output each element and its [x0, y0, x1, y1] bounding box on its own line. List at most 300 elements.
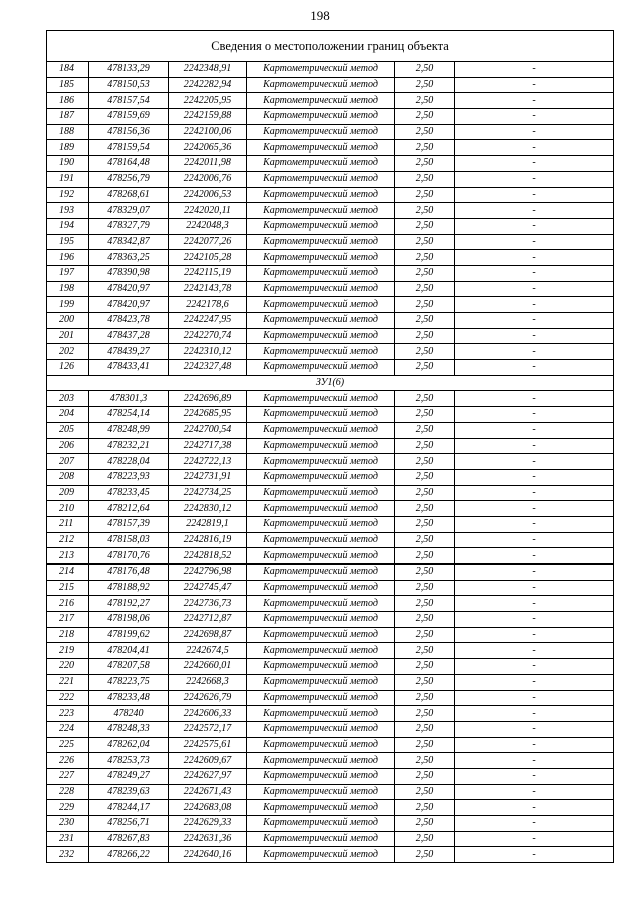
y-coordinate: 2242660,01 — [169, 659, 247, 675]
accuracy-cell: 2,50 — [395, 438, 455, 454]
description-cell: - — [455, 674, 614, 690]
y-coordinate: 2242722,13 — [169, 454, 247, 470]
table-row — [47, 438, 614, 454]
y-coordinate: 2242819,1 — [169, 516, 247, 532]
description-cell: - — [455, 62, 614, 78]
y-coordinate: 2242731,91 — [169, 469, 247, 485]
accuracy-cell: 2,50 — [395, 407, 455, 423]
description-cell: - — [455, 485, 614, 501]
accuracy-cell: 2,50 — [395, 643, 455, 659]
y-coordinate: 2242674,5 — [169, 643, 247, 659]
table-row — [47, 768, 614, 784]
description-cell: - — [455, 328, 614, 344]
table-row — [47, 234, 614, 250]
accuracy-cell: 2,50 — [395, 454, 455, 470]
x-coordinate: 478159,54 — [89, 140, 169, 156]
y-coordinate: 2242575,61 — [169, 737, 247, 753]
x-coordinate: 478176,48 — [89, 564, 169, 580]
method-cell: Картометрический метод — [247, 344, 395, 360]
table-row — [47, 407, 614, 423]
table-row — [47, 391, 614, 407]
point-number: 227 — [47, 768, 89, 784]
description-cell: - — [455, 391, 614, 407]
y-coordinate: 2242683,08 — [169, 800, 247, 816]
method-cell: Картометрический метод — [247, 800, 395, 816]
accuracy-cell: 2,50 — [395, 690, 455, 706]
x-coordinate: 478268,61 — [89, 187, 169, 203]
y-coordinate: 2242327,48 — [169, 360, 247, 376]
y-coordinate: 2242745,47 — [169, 580, 247, 596]
x-coordinate: 478164,48 — [89, 156, 169, 172]
x-coordinate: 478363,25 — [89, 250, 169, 266]
description-cell: - — [455, 454, 614, 470]
accuracy-cell: 2,50 — [395, 328, 455, 344]
page-number: 198 — [310, 8, 330, 23]
x-coordinate: 478342,87 — [89, 234, 169, 250]
accuracy-cell: 2,50 — [395, 203, 455, 219]
point-number: 232 — [47, 847, 89, 863]
table-row — [47, 690, 614, 706]
x-coordinate: 478329,07 — [89, 203, 169, 219]
point-number: 229 — [47, 800, 89, 816]
y-coordinate: 2242626,79 — [169, 690, 247, 706]
accuracy-cell: 2,50 — [395, 391, 455, 407]
accuracy-cell: 2,50 — [395, 580, 455, 596]
x-coordinate: 478233,45 — [89, 485, 169, 501]
method-cell: Картометрический метод — [247, 548, 395, 564]
point-number: 207 — [47, 454, 89, 470]
y-coordinate: 2242006,76 — [169, 171, 247, 187]
y-coordinate: 2242818,52 — [169, 548, 247, 564]
table-row — [47, 737, 614, 753]
table-row — [47, 753, 614, 769]
description-cell: - — [455, 612, 614, 628]
point-number: 194 — [47, 218, 89, 234]
method-cell: Картометрический метод — [247, 77, 395, 93]
point-number: 212 — [47, 532, 89, 548]
description-cell: - — [455, 784, 614, 800]
description-cell: - — [455, 187, 614, 203]
y-coordinate: 2242077,26 — [169, 234, 247, 250]
description-cell: - — [455, 659, 614, 675]
x-coordinate: 478248,99 — [89, 422, 169, 438]
table-row — [47, 265, 614, 281]
table-row — [47, 596, 614, 612]
point-number: 192 — [47, 187, 89, 203]
accuracy-cell: 2,50 — [395, 140, 455, 156]
x-coordinate: 478156,36 — [89, 124, 169, 140]
y-coordinate: 2242668,3 — [169, 674, 247, 690]
x-coordinate: 478327,79 — [89, 218, 169, 234]
point-number: 223 — [47, 706, 89, 722]
y-coordinate: 2242178,6 — [169, 297, 247, 313]
description-cell: - — [455, 847, 614, 863]
method-cell: Картометрический метод — [247, 297, 395, 313]
description-cell: - — [455, 422, 614, 438]
point-number: 197 — [47, 265, 89, 281]
x-coordinate: 478157,39 — [89, 516, 169, 532]
accuracy-cell: 2,50 — [395, 612, 455, 628]
method-cell: Картометрический метод — [247, 674, 395, 690]
description-cell: - — [455, 438, 614, 454]
description-cell: - — [455, 250, 614, 266]
method-cell: Картометрический метод — [247, 485, 395, 501]
description-cell: - — [455, 265, 614, 281]
description-cell: - — [455, 313, 614, 329]
method-cell: Картометрический метод — [247, 313, 395, 329]
y-coordinate: 2242816,19 — [169, 532, 247, 548]
table-row — [47, 218, 614, 234]
point-number: 126 — [47, 360, 89, 376]
x-coordinate: 478256,79 — [89, 171, 169, 187]
accuracy-cell: 2,50 — [395, 753, 455, 769]
table-row — [47, 140, 614, 156]
x-coordinate: 478267,83 — [89, 831, 169, 847]
point-number: 216 — [47, 596, 89, 612]
point-number: 226 — [47, 753, 89, 769]
x-coordinate: 478420,97 — [89, 297, 169, 313]
table-row — [47, 532, 614, 548]
method-cell: Картометрический метод — [247, 643, 395, 659]
method-cell: Картометрический метод — [247, 469, 395, 485]
point-number: 218 — [47, 627, 89, 643]
description-cell: - — [455, 816, 614, 832]
accuracy-cell: 2,50 — [395, 816, 455, 832]
y-coordinate: 2242627,97 — [169, 768, 247, 784]
y-coordinate: 2242270,74 — [169, 328, 247, 344]
y-coordinate: 2242006,53 — [169, 187, 247, 203]
description-cell: - — [455, 580, 614, 596]
point-number: 219 — [47, 643, 89, 659]
x-coordinate: 478233,48 — [89, 690, 169, 706]
method-cell: Картометрический метод — [247, 438, 395, 454]
table-row — [47, 62, 614, 78]
table-title: Сведения о местоположении границ объекта — [47, 31, 614, 62]
method-cell: Картометрический метод — [247, 218, 395, 234]
accuracy-cell: 2,50 — [395, 109, 455, 125]
point-number: 230 — [47, 816, 89, 832]
section-label: ЗУ1(6) — [47, 375, 614, 391]
method-cell: Картометрический метод — [247, 171, 395, 187]
x-coordinate: 478157,54 — [89, 93, 169, 109]
accuracy-cell: 2,50 — [395, 768, 455, 784]
accuracy-cell: 2,50 — [395, 171, 455, 187]
description-cell: - — [455, 753, 614, 769]
coordinates-table — [46, 30, 614, 863]
x-coordinate: 478223,93 — [89, 469, 169, 485]
accuracy-cell: 2,50 — [395, 485, 455, 501]
table-row — [47, 281, 614, 297]
accuracy-cell: 2,50 — [395, 422, 455, 438]
point-number: 185 — [47, 77, 89, 93]
method-cell: Картометрический метод — [247, 690, 395, 706]
y-coordinate: 2242048,3 — [169, 218, 247, 234]
table-row — [47, 847, 614, 863]
x-coordinate: 478256,71 — [89, 816, 169, 832]
method-cell: Картометрический метод — [247, 784, 395, 800]
accuracy-cell: 2,50 — [395, 187, 455, 203]
accuracy-cell: 2,50 — [395, 784, 455, 800]
x-coordinate: 478248,33 — [89, 721, 169, 737]
table-row — [47, 627, 614, 643]
y-coordinate: 2242717,38 — [169, 438, 247, 454]
method-cell: Картометрический метод — [247, 265, 395, 281]
accuracy-cell: 2,50 — [395, 250, 455, 266]
y-coordinate: 2242020,11 — [169, 203, 247, 219]
point-number: 193 — [47, 203, 89, 219]
point-number: 205 — [47, 422, 89, 438]
coordinates-table-container — [46, 30, 613, 863]
point-number: 221 — [47, 674, 89, 690]
accuracy-cell: 2,50 — [395, 265, 455, 281]
accuracy-cell: 2,50 — [395, 234, 455, 250]
point-number: 198 — [47, 281, 89, 297]
x-coordinate: 478232,21 — [89, 438, 169, 454]
point-number: 228 — [47, 784, 89, 800]
table-row — [47, 297, 614, 313]
table-row — [47, 659, 614, 675]
y-coordinate: 2242712,87 — [169, 612, 247, 628]
table-row — [47, 109, 614, 125]
method-cell: Картометрический метод — [247, 422, 395, 438]
y-coordinate: 2242143,78 — [169, 281, 247, 297]
description-cell: - — [455, 532, 614, 548]
y-coordinate: 2242159,88 — [169, 109, 247, 125]
table-row — [47, 612, 614, 628]
point-number: 222 — [47, 690, 89, 706]
point-number: 214 — [47, 564, 89, 580]
method-cell: Картометрический метод — [247, 140, 395, 156]
method-cell: Картометрический метод — [247, 124, 395, 140]
method-cell: Картометрический метод — [247, 281, 395, 297]
method-cell: Картометрический метод — [247, 203, 395, 219]
point-number: 184 — [47, 62, 89, 78]
x-coordinate: 478207,58 — [89, 659, 169, 675]
method-cell: Картометрический метод — [247, 564, 395, 580]
description-cell: - — [455, 124, 614, 140]
y-coordinate: 2242698,87 — [169, 627, 247, 643]
accuracy-cell: 2,50 — [395, 548, 455, 564]
x-coordinate: 478437,28 — [89, 328, 169, 344]
point-number: 196 — [47, 250, 89, 266]
description-cell: - — [455, 344, 614, 360]
y-coordinate: 2242282,94 — [169, 77, 247, 93]
point-number: 203 — [47, 391, 89, 407]
y-coordinate: 2242310,12 — [169, 344, 247, 360]
table-row — [47, 422, 614, 438]
point-number: 199 — [47, 297, 89, 313]
description-cell: - — [455, 93, 614, 109]
description-cell: - — [455, 548, 614, 564]
y-coordinate: 2242105,28 — [169, 250, 247, 266]
description-cell: - — [455, 564, 614, 580]
accuracy-cell: 2,50 — [395, 469, 455, 485]
table-row — [47, 203, 614, 219]
method-cell: Картометрический метод — [247, 109, 395, 125]
table-row — [47, 831, 614, 847]
method-cell: Картометрический метод — [247, 187, 395, 203]
table-row — [47, 250, 614, 266]
table-row — [47, 721, 614, 737]
table-row — [47, 93, 614, 109]
accuracy-cell: 2,50 — [395, 62, 455, 78]
description-cell: - — [455, 768, 614, 784]
y-coordinate: 2242631,36 — [169, 831, 247, 847]
x-coordinate: 478170,76 — [89, 548, 169, 564]
x-coordinate: 478158,03 — [89, 532, 169, 548]
point-number: 190 — [47, 156, 89, 172]
method-cell: Картометрический метод — [247, 360, 395, 376]
point-number: 210 — [47, 501, 89, 517]
table-row — [47, 469, 614, 485]
description-cell: - — [455, 234, 614, 250]
table-row — [47, 548, 614, 564]
y-coordinate: 2242348,91 — [169, 62, 247, 78]
point-number: 189 — [47, 140, 89, 156]
point-number: 211 — [47, 516, 89, 532]
description-cell: - — [455, 643, 614, 659]
x-coordinate: 478262,04 — [89, 737, 169, 753]
x-coordinate: 478192,27 — [89, 596, 169, 612]
description-cell: - — [455, 297, 614, 313]
method-cell: Картометрический метод — [247, 753, 395, 769]
accuracy-cell: 2,50 — [395, 721, 455, 737]
method-cell: Картометрический метод — [247, 659, 395, 675]
x-coordinate: 478239,63 — [89, 784, 169, 800]
point-number: 191 — [47, 171, 89, 187]
description-cell: - — [455, 77, 614, 93]
x-coordinate: 478301,3 — [89, 391, 169, 407]
accuracy-cell: 2,50 — [395, 156, 455, 172]
method-cell: Картометрический метод — [247, 596, 395, 612]
x-coordinate: 478439,27 — [89, 344, 169, 360]
x-coordinate: 478249,27 — [89, 768, 169, 784]
x-coordinate: 478433,41 — [89, 360, 169, 376]
point-number: 204 — [47, 407, 89, 423]
description-cell: - — [455, 281, 614, 297]
method-cell: Картометрический метод — [247, 627, 395, 643]
x-coordinate: 478244,17 — [89, 800, 169, 816]
description-cell: - — [455, 596, 614, 612]
x-coordinate: 478150,53 — [89, 77, 169, 93]
y-coordinate: 2242640,16 — [169, 847, 247, 863]
y-coordinate: 2242830,12 — [169, 501, 247, 517]
point-number: 208 — [47, 469, 89, 485]
y-coordinate: 2242065,36 — [169, 140, 247, 156]
y-coordinate: 2242205,95 — [169, 93, 247, 109]
description-cell: - — [455, 360, 614, 376]
accuracy-cell: 2,50 — [395, 831, 455, 847]
method-cell: Картометрический метод — [247, 816, 395, 832]
table-row — [47, 156, 614, 172]
method-cell: Картометрический метод — [247, 93, 395, 109]
x-coordinate: 478133,29 — [89, 62, 169, 78]
table-row — [47, 328, 614, 344]
table-row — [47, 485, 614, 501]
y-coordinate: 2242696,89 — [169, 391, 247, 407]
method-cell: Картометрический метод — [247, 706, 395, 722]
accuracy-cell: 2,50 — [395, 532, 455, 548]
method-cell: Картометрический метод — [247, 156, 395, 172]
accuracy-cell: 2,50 — [395, 124, 455, 140]
y-coordinate: 2242671,43 — [169, 784, 247, 800]
method-cell: Картометрический метод — [247, 847, 395, 863]
point-number: 215 — [47, 580, 89, 596]
y-coordinate: 2242700,54 — [169, 422, 247, 438]
accuracy-cell: 2,50 — [395, 737, 455, 753]
y-coordinate: 2242685,95 — [169, 407, 247, 423]
y-coordinate: 2242606,33 — [169, 706, 247, 722]
accuracy-cell: 2,50 — [395, 516, 455, 532]
table-row — [47, 800, 614, 816]
accuracy-cell: 2,50 — [395, 800, 455, 816]
description-cell: - — [455, 469, 614, 485]
accuracy-cell: 2,50 — [395, 77, 455, 93]
x-coordinate: 478204,41 — [89, 643, 169, 659]
point-number: 200 — [47, 313, 89, 329]
y-coordinate: 2242736,73 — [169, 596, 247, 612]
section-row — [47, 375, 614, 391]
table-row — [47, 187, 614, 203]
point-number: 231 — [47, 831, 89, 847]
accuracy-cell: 2,50 — [395, 281, 455, 297]
table-row — [47, 124, 614, 140]
y-coordinate: 2242572,17 — [169, 721, 247, 737]
method-cell: Картометрический метод — [247, 501, 395, 517]
x-coordinate: 478223,75 — [89, 674, 169, 690]
description-cell: - — [455, 800, 614, 816]
table-row — [47, 706, 614, 722]
method-cell: Картометрический метод — [247, 532, 395, 548]
y-coordinate: 2242115,19 — [169, 265, 247, 281]
point-number: 201 — [47, 328, 89, 344]
x-coordinate: 478159,69 — [89, 109, 169, 125]
y-coordinate: 2242734,25 — [169, 485, 247, 501]
method-cell: Картометрический метод — [247, 454, 395, 470]
table-row — [47, 344, 614, 360]
point-number: 195 — [47, 234, 89, 250]
description-cell: - — [455, 156, 614, 172]
description-cell: - — [455, 690, 614, 706]
point-number: 188 — [47, 124, 89, 140]
table-row — [47, 674, 614, 690]
method-cell: Картометрический метод — [247, 768, 395, 784]
method-cell: Картометрический метод — [247, 516, 395, 532]
description-cell: - — [455, 218, 614, 234]
point-number: 202 — [47, 344, 89, 360]
point-number: 217 — [47, 612, 89, 628]
x-coordinate: 478199,62 — [89, 627, 169, 643]
table-row — [47, 816, 614, 832]
accuracy-cell: 2,50 — [395, 297, 455, 313]
method-cell: Картометрический метод — [247, 737, 395, 753]
description-cell: - — [455, 706, 614, 722]
table-row — [47, 564, 614, 580]
accuracy-cell: 2,50 — [395, 344, 455, 360]
description-cell: - — [455, 407, 614, 423]
description-cell: - — [455, 140, 614, 156]
point-number: 209 — [47, 485, 89, 501]
point-number: 220 — [47, 659, 89, 675]
description-cell: - — [455, 627, 614, 643]
table-row — [47, 643, 614, 659]
method-cell: Картометрический метод — [247, 831, 395, 847]
y-coordinate: 2242629,33 — [169, 816, 247, 832]
y-coordinate: 2242796,98 — [169, 564, 247, 580]
x-coordinate: 478212,64 — [89, 501, 169, 517]
accuracy-cell: 2,50 — [395, 313, 455, 329]
accuracy-cell: 2,50 — [395, 564, 455, 580]
